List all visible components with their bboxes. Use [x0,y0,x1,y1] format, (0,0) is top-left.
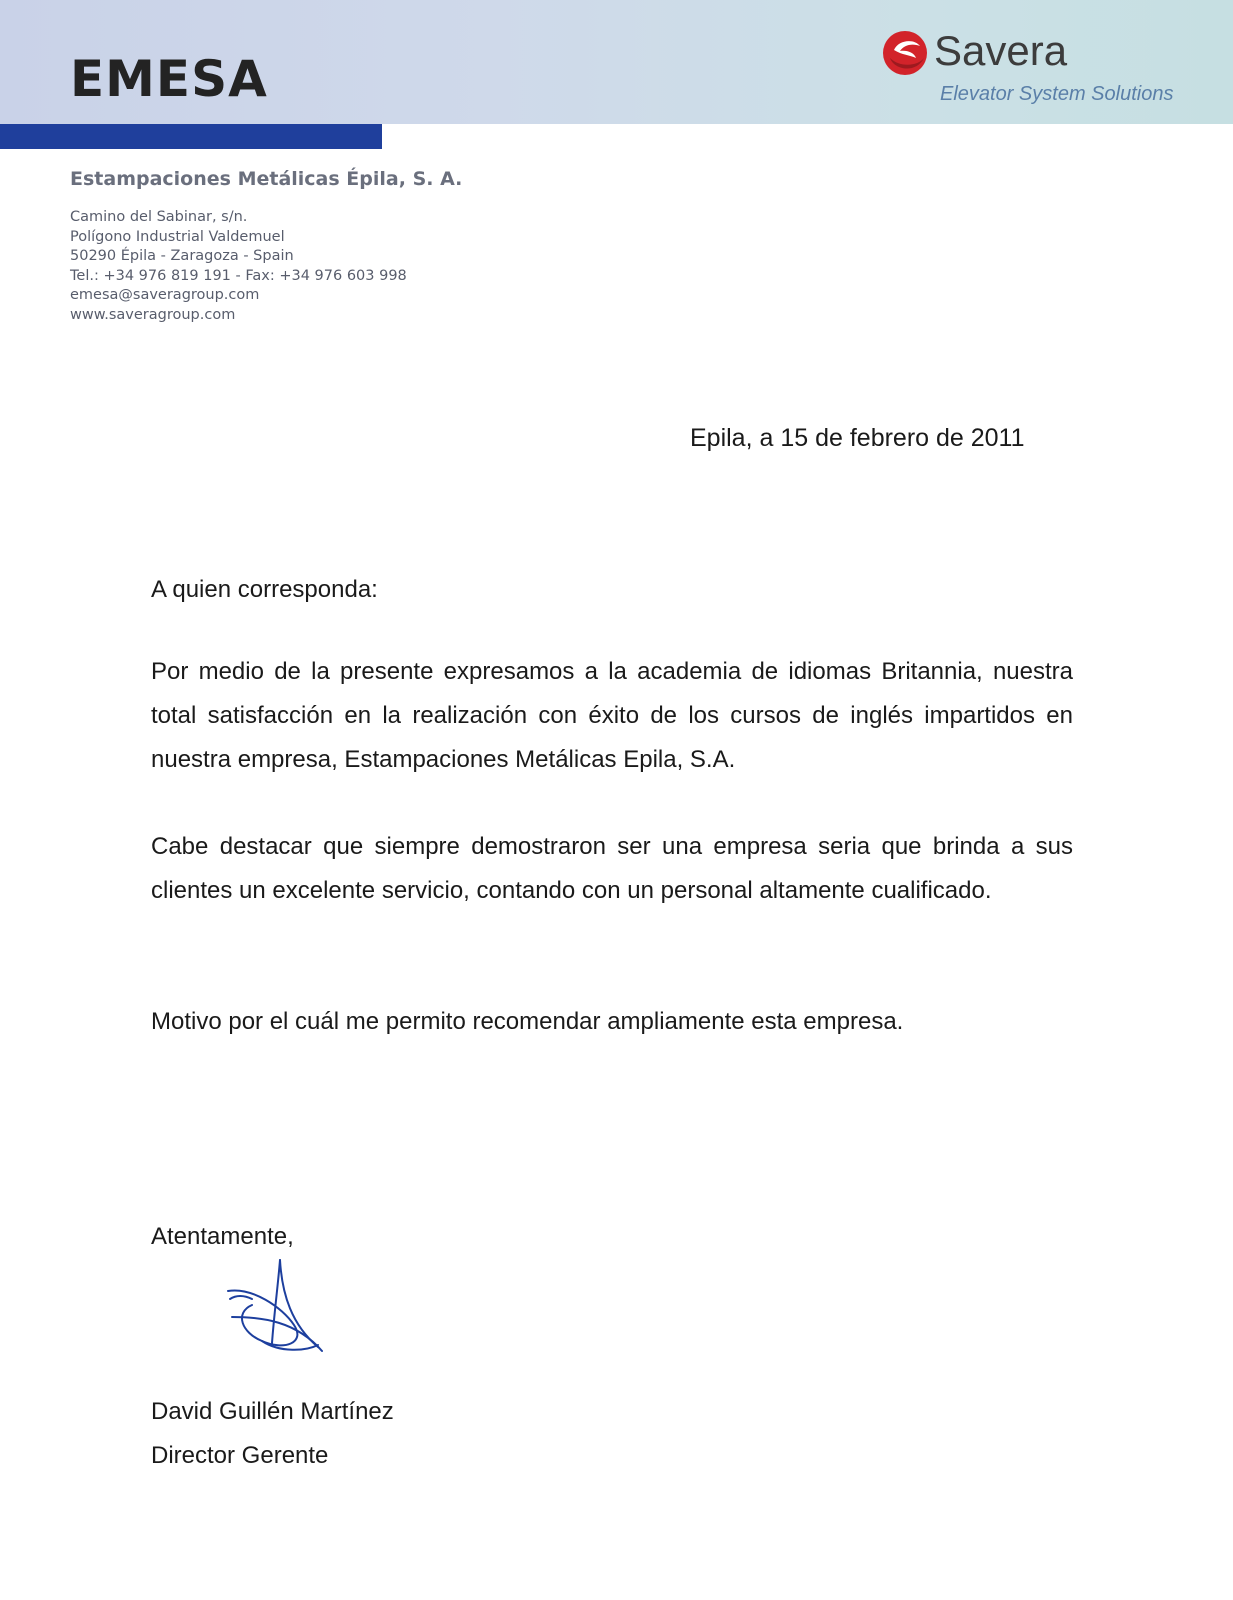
letter-paragraph-3: Motivo por el cuál me permito recomendar ampliamente esta empresa. [151,1008,904,1035]
signer-title: Director Gerente [151,1442,329,1469]
address-line-street: Camino del Sabinar, s/n. [70,209,248,225]
letter-paragraph-1: Por medio de la presente expresamos a la academia de idiomas Britannia, nuestra total satisfacción en la realización con éxito de los cursos de inglés impartidos en nuestra empresa, Estampaciones Metálicas Epila, S.A. [151,658,1073,773]
savera-tagline: Elevator System Solutions [940,83,1174,105]
sender-address-block [70,208,407,325]
signer-name: David Guillén Martínez [151,1398,394,1425]
savera-brand-name: Savera [934,27,1068,74]
letterhead-accent-bar [0,124,382,149]
handwritten-signature-icon [222,1255,334,1370]
emesa-logo: EMESA [70,50,268,108]
sender-company-name: Estampaciones Metálicas Épila, S. A. [70,168,463,190]
letter-salutation: A quien corresponda: [151,576,378,603]
address-line-email: emesa@saveragroup.com [70,287,260,303]
address-line-phone-fax: Tel.: +34 976 819 191 - Fax: +34 976 603 998 [70,267,407,284]
letter-paragraph-2: Cabe destacar que siempre demostraron ser una empresa seria que brinda a sus clientes un excelente servicio, contando con un personal altamente cualificado. [151,833,1073,904]
address-line-industrial-estate: Polígono Industrial Valdemuel [70,228,285,245]
savera-swirl-icon [880,28,930,78]
address-line-city: 50290 Épila - Zaragoza - Spain [70,248,294,264]
address-line-website: www.saveragroup.com [70,306,236,323]
letter-date: Epila, a 15 de febrero de 2011 [690,424,1025,452]
letter-closing: Atentamente, [151,1223,294,1250]
